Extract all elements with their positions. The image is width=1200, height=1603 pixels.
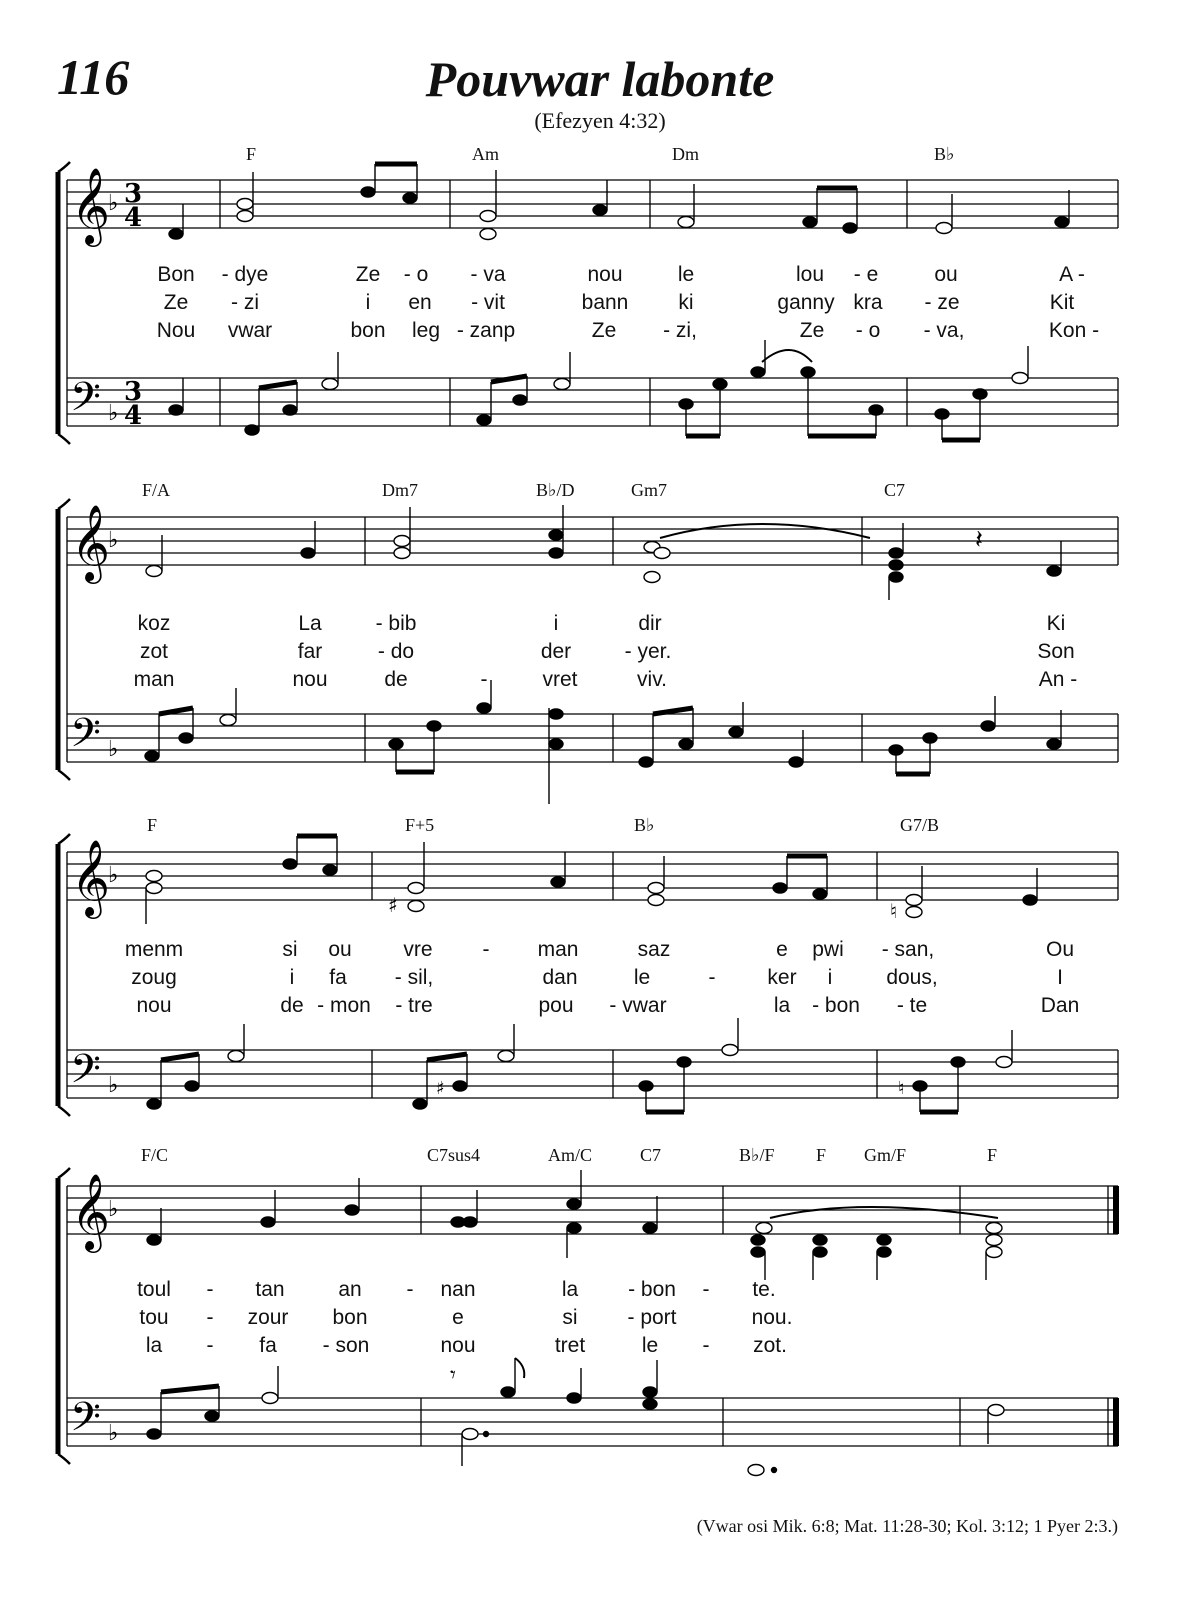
lyric-syllable: Nou xyxy=(156,319,196,342)
lyric-syllable: - xyxy=(702,1278,710,1301)
lyric-syllable: menm xyxy=(124,938,184,961)
lyric-syllable: i xyxy=(553,612,559,635)
lyric-syllable: fa xyxy=(329,966,347,989)
svg-text:♭: ♭ xyxy=(108,1421,119,1446)
svg-text:♭: ♭ xyxy=(108,863,119,888)
lyric-syllable: A - xyxy=(1059,263,1085,286)
lyric-syllable: te. xyxy=(752,1278,776,1301)
lyric-syllable: Kit xyxy=(1049,291,1075,314)
svg-text:4: 4 xyxy=(124,203,143,233)
lyric-syllable: bon xyxy=(332,1306,368,1329)
svg-text:♮: ♮ xyxy=(898,1078,905,1099)
lyric-syllable: - xyxy=(702,1334,710,1357)
lyric-syllable: nou. xyxy=(751,1306,793,1329)
lyric-syllable: Ki xyxy=(1046,612,1066,635)
final-barline xyxy=(1113,1186,1119,1446)
lyric-syllable: - xyxy=(206,1278,214,1301)
lyric-syllable: lou xyxy=(795,263,825,286)
lyric-syllable: viv. xyxy=(637,668,667,691)
svg-text:♭: ♭ xyxy=(108,737,119,762)
lyric-syllable: far xyxy=(297,640,323,663)
lyric-syllable: le xyxy=(677,263,695,286)
svg-text:𝄢: 𝄢 xyxy=(70,1046,101,1102)
lyric-syllable: - xyxy=(708,966,716,989)
chord-symbol: F xyxy=(816,1145,827,1165)
lyric-syllable: Kon - xyxy=(1048,319,1100,342)
lyric-syllable: leg xyxy=(411,319,441,342)
lyric-syllable: de xyxy=(280,994,304,1017)
lyric-syllable: - do xyxy=(377,640,415,663)
lyric-syllable: nou xyxy=(587,263,623,286)
chord-symbol: F+5 xyxy=(405,815,435,835)
lyric-syllable: Ze xyxy=(163,291,189,314)
lyric-syllable: e xyxy=(452,1306,464,1329)
treble-staff xyxy=(67,180,1118,228)
lyric-syllable: i xyxy=(289,966,295,989)
hymn-title: Pouvwar labonte xyxy=(425,51,775,107)
lyric-syllable: nou xyxy=(440,1334,476,1357)
lyric-syllable: le xyxy=(641,1334,659,1357)
lyric-syllable: ki xyxy=(678,291,694,314)
lyric-syllable: le xyxy=(633,966,651,989)
lyric-syllable: - o xyxy=(855,319,881,342)
lyric-syllable: nou xyxy=(136,994,172,1017)
svg-text:♭: ♭ xyxy=(108,401,119,426)
lyric-syllable: - vwar xyxy=(609,994,667,1017)
scripture-cross-references: (Vwar osi Mik. 6:8; Mat. 11:28-30; Kol. 3:12; 1 Pyer 2:3.) xyxy=(696,1516,1118,1536)
lyric-syllable: - san, xyxy=(881,938,935,961)
lyric-syllable: zoug xyxy=(131,966,177,989)
lyric-syllable: Bon xyxy=(157,263,195,286)
lyric-syllable: - xyxy=(206,1306,214,1329)
lyric-syllable: ganny xyxy=(777,291,835,314)
lyric-syllable: dous, xyxy=(886,966,938,989)
scripture-reference: (Efezyen 4:32) xyxy=(534,108,666,133)
lyric-syllable: - o xyxy=(403,263,429,286)
chord-symbol: B♭ xyxy=(934,144,955,164)
lyric-syllable: tan xyxy=(255,1278,285,1301)
chord-symbol: B♭/F xyxy=(739,1145,775,1165)
lyric-syllable: - ze xyxy=(924,291,960,314)
lyric-syllable: zot. xyxy=(753,1334,787,1357)
time-signature-icon xyxy=(124,179,142,431)
lyric-syllable: - bon xyxy=(628,1278,676,1301)
lyric-syllable: e xyxy=(776,938,788,961)
lyric-syllable: I xyxy=(1057,966,1063,989)
hymn-number: 116 xyxy=(57,49,130,105)
lyric-syllable: zot xyxy=(139,640,169,663)
chord-symbol: F xyxy=(987,1145,998,1165)
svg-text:𝄞: 𝄞 xyxy=(71,504,111,581)
lyric-syllable: - e xyxy=(853,263,879,286)
svg-text:𝄢: 𝄢 xyxy=(70,374,101,430)
lyric-syllable: tret xyxy=(554,1334,586,1357)
lyric-syllable: vre xyxy=(403,938,433,961)
svg-text:♮: ♮ xyxy=(890,899,898,923)
lyric-syllable: en xyxy=(408,291,432,314)
svg-text:𝄢: 𝄢 xyxy=(70,1394,101,1450)
chord-symbol: Am xyxy=(472,144,499,164)
svg-text:4: 4 xyxy=(124,401,143,431)
lyric-syllable: Dan xyxy=(1040,994,1080,1017)
lyric-syllable: - bib xyxy=(375,612,417,635)
svg-text:♭: ♭ xyxy=(108,528,119,553)
lyric-syllable: - xyxy=(406,1278,414,1301)
lyric-syllable: - bon xyxy=(812,994,860,1017)
svg-text:3: 3 xyxy=(124,179,143,209)
lyric-syllable: - zanp xyxy=(456,319,516,342)
svg-text:𝄢: 𝄢 xyxy=(70,710,101,766)
chord-symbol: Gm/F xyxy=(864,1145,907,1165)
chord-symbol: Gm7 xyxy=(631,480,667,500)
lyric-syllable: pou xyxy=(538,994,574,1017)
lyric-syllable: - vit xyxy=(471,291,505,314)
svg-text:♭: ♭ xyxy=(108,191,119,216)
lyric-syllable: - va xyxy=(470,263,506,286)
svg-text:♯: ♯ xyxy=(388,893,398,917)
svg-text:♭: ♭ xyxy=(108,1073,119,1098)
lyric-syllable: - va, xyxy=(923,319,965,342)
lyric-syllable: la xyxy=(773,994,791,1017)
chord-symbol: B♭ xyxy=(634,815,655,835)
svg-text:♯: ♯ xyxy=(436,1078,445,1099)
lyric-syllable: - xyxy=(480,668,488,691)
bass-staff xyxy=(67,378,1118,426)
svg-text:𝄾: 𝄾 xyxy=(450,1363,456,1388)
chord-symbol: Dm7 xyxy=(382,480,418,500)
lyric-syllable: vret xyxy=(542,668,578,691)
lyric-syllable: vwar xyxy=(227,319,273,342)
lyric-syllable: - sil, xyxy=(394,966,434,989)
lyric-syllable: saz xyxy=(637,938,671,961)
barlines xyxy=(220,180,1118,1446)
svg-text:♭: ♭ xyxy=(108,1197,119,1222)
lyric-syllable: Son xyxy=(1037,640,1075,663)
chord-symbol: C7sus4 xyxy=(427,1145,481,1165)
lyric-syllable: - xyxy=(482,938,490,961)
system-brackets xyxy=(58,162,70,1464)
chord-symbol: C7 xyxy=(640,1145,662,1165)
lyric-syllable: Ze xyxy=(591,319,617,342)
lyric-syllable: Ze xyxy=(799,319,825,342)
lyric-syllable: - te xyxy=(896,994,928,1017)
lyric-syllable: nan xyxy=(440,1278,476,1301)
lyric-syllable: fa xyxy=(259,1334,277,1357)
svg-text:𝄞: 𝄞 xyxy=(71,839,111,916)
lyric-syllable: - dye xyxy=(221,263,269,286)
lyric-syllable: an xyxy=(338,1278,362,1301)
lyric-syllable: man xyxy=(133,668,175,691)
lyric-syllable: ou xyxy=(328,938,352,961)
lyric-syllable: - zi, xyxy=(663,319,697,342)
flat-key-signature-icon xyxy=(108,191,118,1446)
lyric-syllable: bann xyxy=(581,291,629,314)
lyric-syllable: la xyxy=(561,1278,579,1301)
chord-symbol: F xyxy=(147,815,158,835)
lyric-syllable: i xyxy=(827,966,833,989)
lyric-syllable: toul xyxy=(137,1278,171,1301)
lyric-syllable: i xyxy=(365,291,371,314)
lyric-syllable: - yer. xyxy=(624,640,672,663)
lyric-syllable: La xyxy=(298,612,322,635)
chord-symbol: Dm xyxy=(672,144,699,164)
chord-symbol: F/A xyxy=(142,480,171,500)
lyric-syllable: ou xyxy=(934,263,958,286)
lyric-syllable: - tre xyxy=(395,994,433,1017)
lyric-syllable: dan xyxy=(542,966,578,989)
svg-text:𝄞: 𝄞 xyxy=(71,1173,111,1250)
lyric-syllable: koz xyxy=(137,612,171,635)
chord-symbol: Am/C xyxy=(548,1145,593,1165)
svg-text:3: 3 xyxy=(124,377,143,407)
lyric-syllable: Ou xyxy=(1045,938,1075,961)
chord-symbol: C7 xyxy=(884,480,906,500)
lyric-syllable: dir xyxy=(638,612,662,635)
lyric-syllable: - port xyxy=(627,1306,677,1329)
lyric-syllable: de xyxy=(384,668,408,691)
lyric-syllable: si xyxy=(282,938,298,961)
lyric-syllable: kra xyxy=(853,291,883,314)
lyric-syllable: man xyxy=(537,938,579,961)
lyric-syllable: ker xyxy=(767,966,797,989)
lyric-syllable: tou xyxy=(139,1306,169,1329)
chord-symbol: G7/B xyxy=(900,815,940,835)
chord-symbol: F/C xyxy=(141,1145,169,1165)
lyric-syllable: pwi xyxy=(812,938,844,961)
chord-symbol: B♭/D xyxy=(536,480,575,500)
lyric-syllable: - zi xyxy=(231,291,259,314)
lyric-syllable: la xyxy=(145,1334,163,1357)
svg-text:𝄞: 𝄞 xyxy=(71,167,111,244)
lyric-syllable: der xyxy=(540,640,572,663)
lyric-syllable: zour xyxy=(247,1306,289,1329)
lyric-syllable: si xyxy=(562,1306,578,1329)
svg-text:𝄽: 𝄽 xyxy=(975,525,983,555)
lyric-syllable: An - xyxy=(1038,668,1078,691)
lyric-syllable: - mon xyxy=(317,994,371,1017)
lyric-syllable: bon xyxy=(350,319,386,342)
lyric-syllable: Ze xyxy=(355,263,381,286)
lyric-syllable: - xyxy=(206,1334,214,1357)
lyric-syllable: nou xyxy=(292,668,328,691)
lyric-syllable: - son xyxy=(322,1334,370,1357)
chord-symbol: F xyxy=(246,144,257,164)
